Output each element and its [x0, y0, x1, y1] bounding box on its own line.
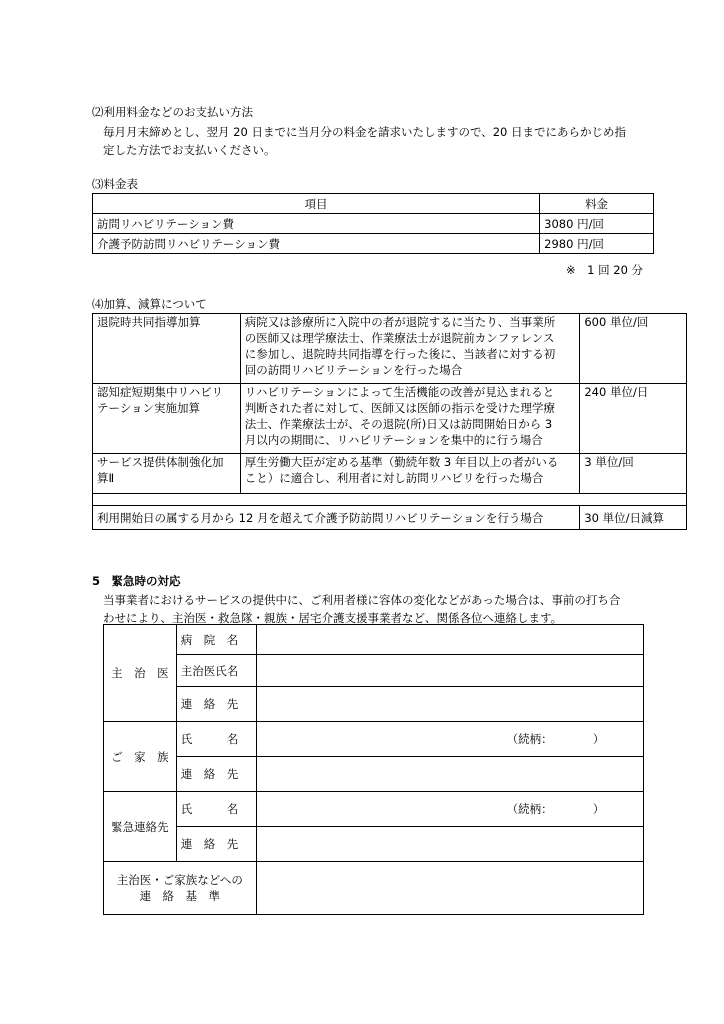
adjust-desc-line: 病院又は診療所に入院中の者が退院するに当たり、当事業所: [244, 315, 556, 329]
table-row: [93, 214, 654, 234]
contact-criteria-label: [104, 862, 257, 915]
table-row: [93, 234, 654, 254]
reduction-desc: 利用開始日の属する月から 12 月を超えて介護予防訪問リハビリテーションを行う場合: [93, 506, 580, 530]
doctor-contact-label: 連 絡 先: [176, 687, 256, 722]
reduction-unit: 30 単位/日減算: [580, 506, 687, 530]
family-relation: （続柄： ）: [256, 722, 643, 757]
contact-criteria-line2: 連 絡 基 準: [139, 889, 221, 903]
adjust-table: [92, 313, 687, 530]
fee-table: [92, 193, 654, 254]
adjust-desc-line: こと）に適合し、利用者に対し訪問リハビリを行った場合: [244, 471, 544, 485]
table-row: [93, 314, 687, 384]
adjust-name-line: 退院時共同指導加算: [97, 315, 201, 329]
fee-item: 介護予防訪問リハビリテーション費: [93, 234, 540, 254]
emergency-contact-field[interactable]: [256, 827, 643, 862]
row-spacer: [93, 494, 687, 506]
adjust-name-line: サービス提供体制強化加: [97, 455, 224, 469]
emergency-text-line2: わせにより、主治医・救急隊・親族・居宅介護支援事業者など、関係各位へ連絡します。: [103, 611, 563, 625]
emergency-relation: （続柄： ）: [256, 792, 643, 827]
table-row: [93, 384, 687, 454]
payment-heading: ⑵利用料金などのお支払い方法: [92, 105, 253, 119]
hospital-name-label: 病 院 名: [176, 625, 256, 655]
adjust-desc-line: 月以内の期間に、リハビリテーションを集中的に行う場合: [244, 433, 543, 447]
adjust-unit: 600 単位/回: [580, 314, 687, 384]
table-row: [93, 506, 687, 530]
fee-item: 訪問リハビリテーション費: [93, 214, 540, 234]
adjust-name-line: 認知症短期集中リハビリ: [97, 385, 224, 399]
adjust-unit: 3 単位/回: [580, 454, 687, 494]
adjust-desc-line: の医師又は理学療法士、作業療法士が退院前カンファレンス: [244, 331, 555, 345]
doctor-label: 主 治 医: [104, 625, 177, 722]
emergency-name-label: 氏 名: [176, 792, 256, 827]
adjust-unit: 240 単位/日: [580, 384, 687, 454]
adjust-desc: [240, 454, 580, 494]
adjust-desc-line: 判断された者に対して、医師又は医師の指示を受けた理学療: [244, 401, 556, 415]
adjust-desc: [240, 314, 580, 384]
adjust-desc-line: 厚生労働大臣が定める基準（勤続年数 3 年目以上の者がいる: [244, 455, 559, 469]
adjust-name-line: 算Ⅱ: [97, 471, 115, 485]
family-label: ご 家 族: [104, 722, 177, 792]
doctor-contact-field[interactable]: [256, 687, 643, 722]
adjust-name: [93, 454, 241, 494]
contact-criteria-field[interactable]: [256, 862, 643, 915]
emergency-text-line1: 当事業者におけるサービスの提供中に、ご利用者様に容体の変化などがあった場合は、事前の打ち合: [103, 593, 621, 607]
emergency-contact-number-label: 連 絡 先: [176, 827, 256, 862]
emergency-heading: 5 緊急時の対応: [92, 574, 181, 588]
fee-value: 3080 円/回: [540, 214, 654, 234]
fee-value: 2980 円/回: [540, 234, 654, 254]
fee-table-header-fee: 料金: [540, 194, 654, 214]
payment-text-line2: 定した方法でお支払いください。: [103, 143, 276, 157]
family-contact-label: 連 絡 先: [176, 757, 256, 792]
adjust-name-line: テーション実施加算: [97, 401, 201, 415]
payment-text-line1: 毎月月末締めとし、翌月 20 日までに当月分の料金を請求いたしますので、20 日までにあらかじめ指: [103, 125, 626, 139]
fee-table-header-item: 項目: [93, 194, 540, 214]
hospital-name-field[interactable]: [256, 625, 643, 655]
adjust-desc: [240, 384, 580, 454]
fee-table-note: ※ 1 回 20 分: [566, 263, 644, 277]
family-contact-field[interactable]: [256, 757, 643, 792]
adjust-desc-line: リハビリテーションによって生活機能の改善が見込まれると: [244, 385, 555, 399]
table-row: [93, 454, 687, 494]
adjust-table-heading: ⑷加算、減算について: [92, 297, 207, 311]
adjust-name: [93, 384, 241, 454]
family-name-label: 氏 名: [176, 722, 256, 757]
adjust-desc-line: 法士、作業療法士が、その退院(所)日又は訪問開始日から 3: [244, 417, 553, 431]
adjust-desc-line: 回の訪問リハビリテーションを行った場合: [244, 363, 463, 377]
fee-table-heading: ⑶料金表: [92, 177, 138, 191]
doctor-name-field[interactable]: [256, 655, 643, 687]
adjust-desc-line: に参加し、退院時共同指導を行った後に、当該者に対する初: [244, 347, 556, 361]
doctor-name-label: 主治医氏名: [176, 655, 256, 687]
emergency-contact-table: [103, 624, 644, 915]
emergency-contact-label: 緊急連絡先: [104, 792, 177, 862]
adjust-name: [93, 314, 241, 384]
contact-criteria-line1: 主治医・ご家族などへの: [116, 873, 243, 887]
